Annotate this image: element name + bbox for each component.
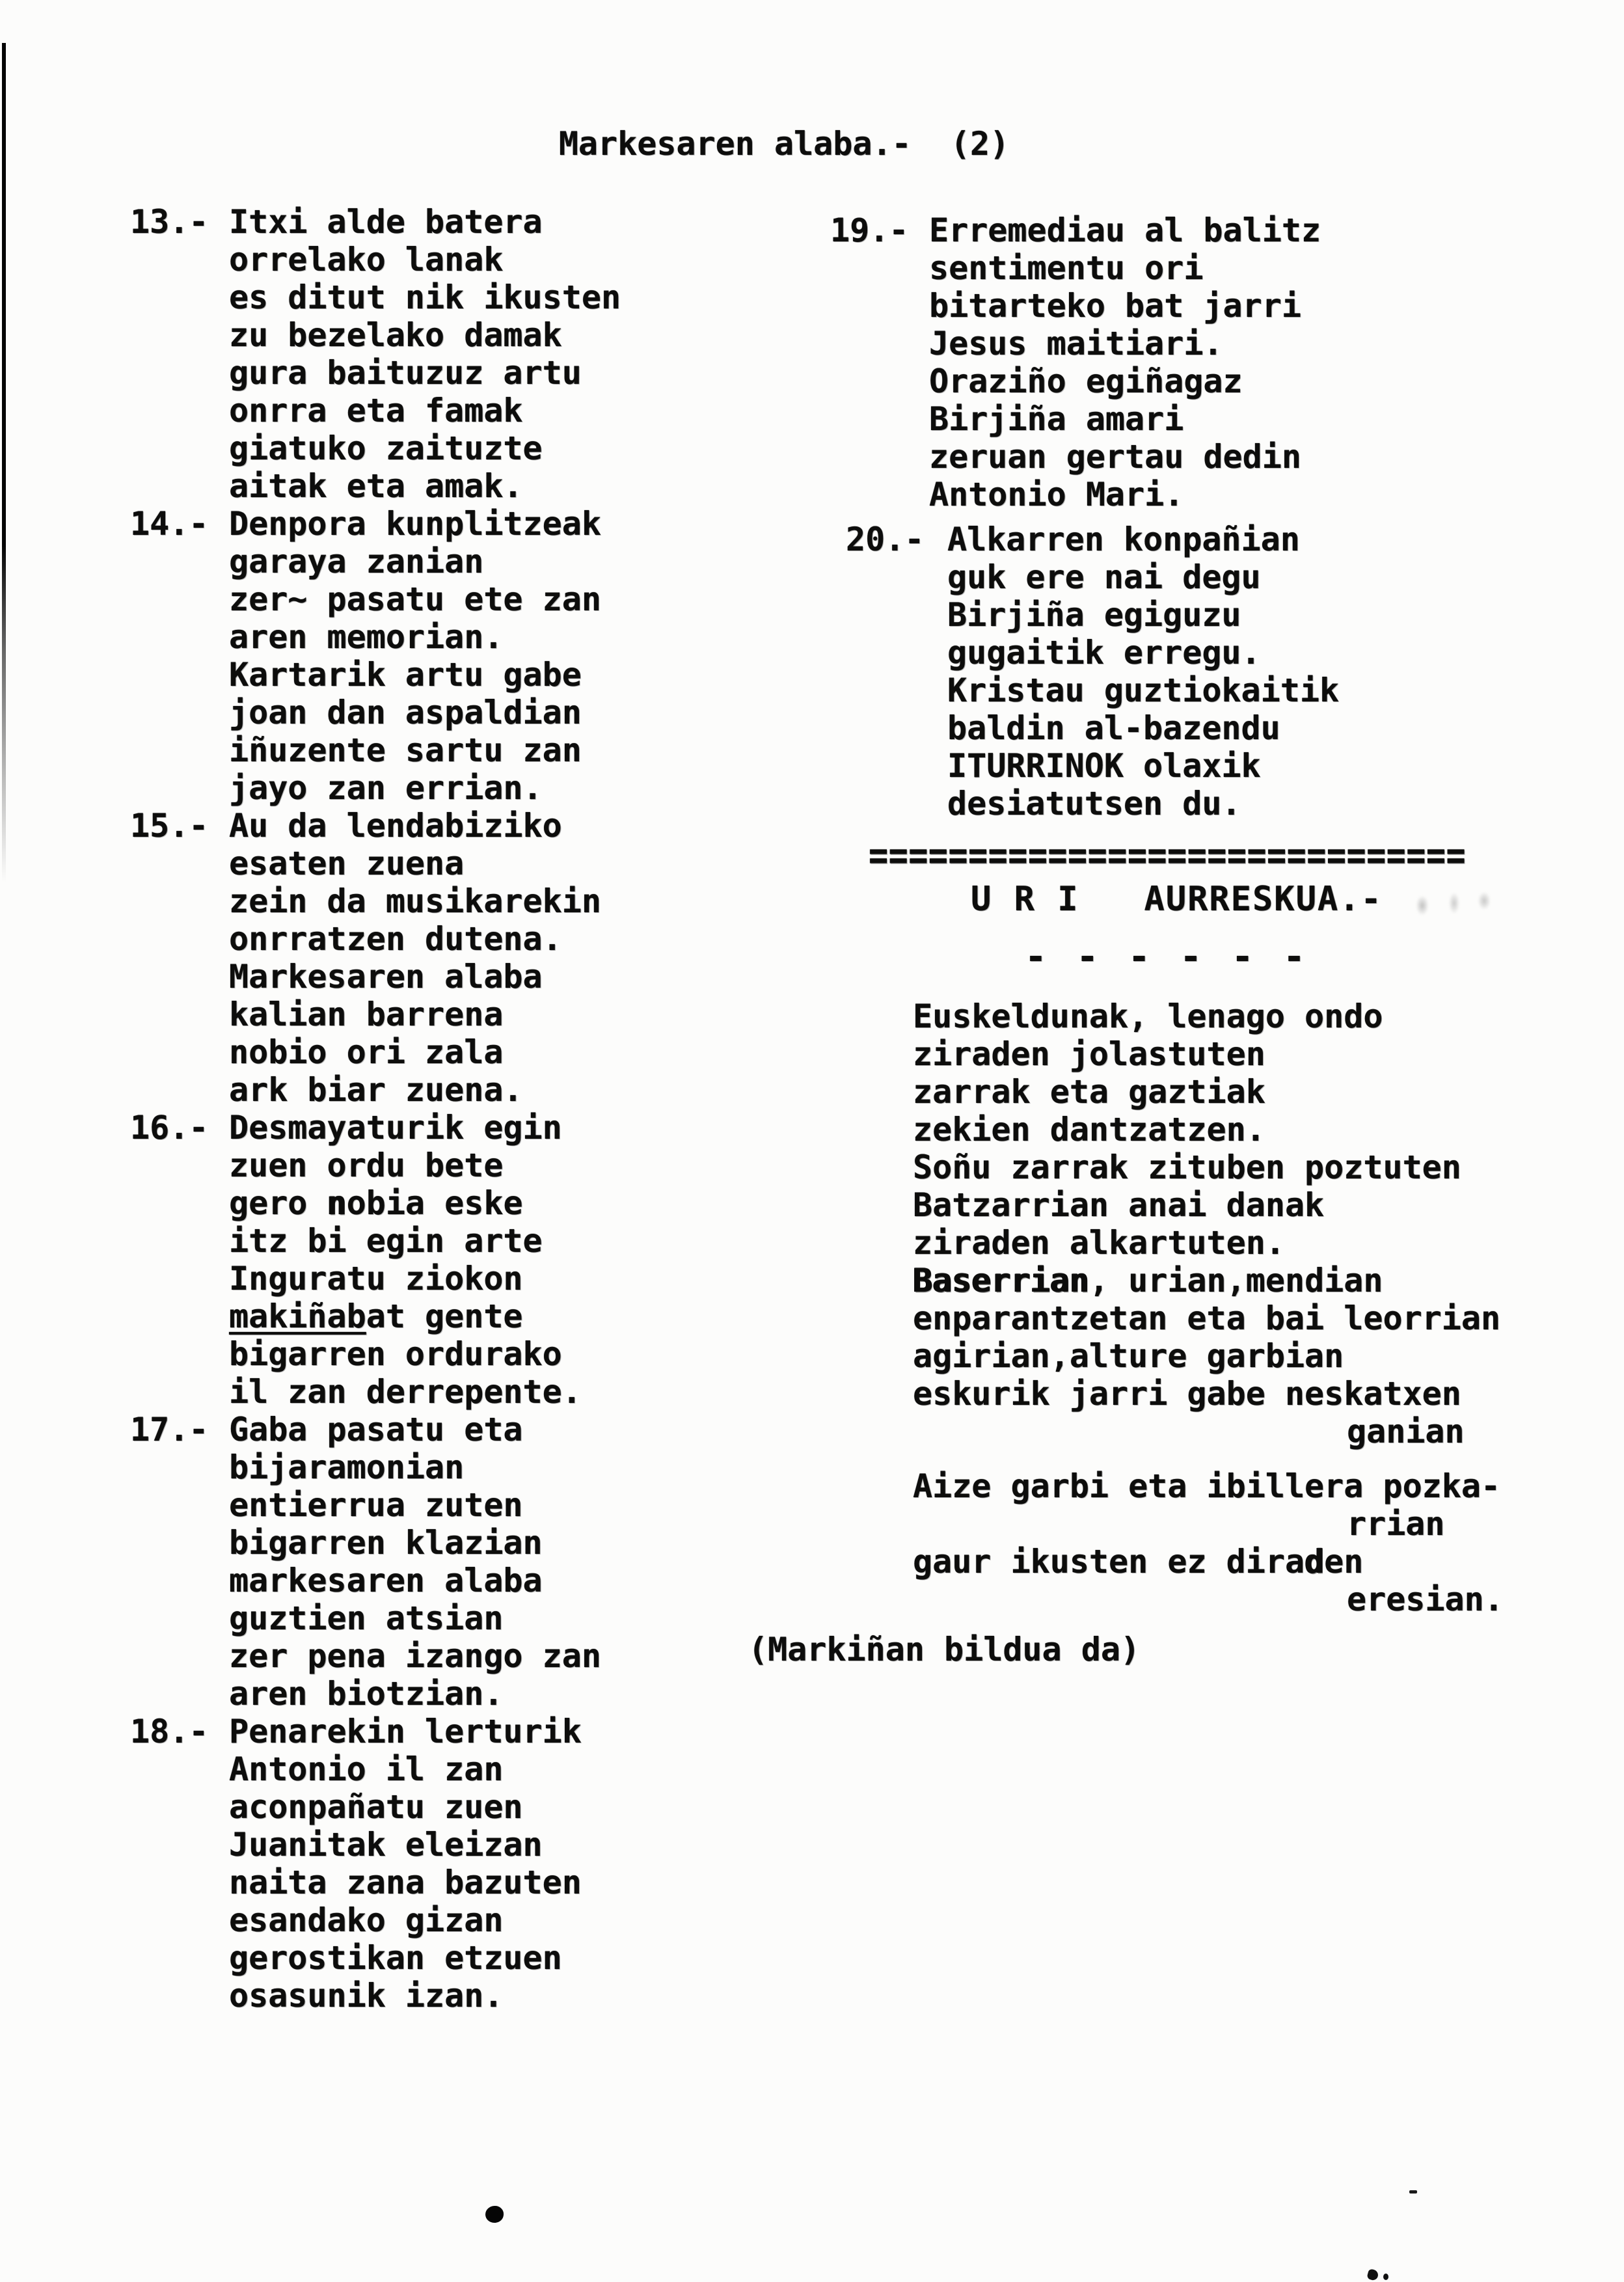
- section-heading-underline: - - - - - -: [1025, 936, 1309, 978]
- poem-line: zein da musikarekin: [229, 882, 601, 920]
- poem-line: giatuko zaituzte: [229, 429, 543, 467]
- poem-line: bijaramonian: [229, 1448, 465, 1486]
- poem-line: gerostikan etzuen: [229, 1939, 562, 1977]
- poem-line: iñuzente sartu zan: [229, 731, 582, 769]
- stanza-number: 13.-: [130, 203, 209, 241]
- poem-line: orrelako lanak: [229, 241, 504, 278]
- poem-line: zuen ordu bete: [229, 1147, 504, 1184]
- stanza-number: 16.-: [130, 1109, 209, 1147]
- section-heading: U R I AURRESKUA.-: [971, 880, 1383, 919]
- poem-line: il zan derrepente.: [229, 1373, 582, 1411]
- poem-line: esandako gizan: [229, 1901, 504, 1939]
- poem-line: ark biar zuena.: [229, 1071, 523, 1109]
- poem-line: Penarekin lerturik: [229, 1713, 582, 1750]
- poem-line: agirian,alture garbian: [913, 1337, 1344, 1375]
- poem-line: guztien atsian: [229, 1599, 504, 1637]
- poem-line: aconpañatu zuen: [229, 1788, 523, 1826]
- poem-line: markesaren alaba: [229, 1562, 543, 1599]
- poem-line: ziraden alkartuten.: [913, 1224, 1285, 1262]
- poem-line: kalian barrena: [229, 996, 504, 1033]
- section-divider: ==============================: [869, 832, 1467, 879]
- poem-line: ganian: [1347, 1413, 1465, 1450]
- poem-line: nobio ori zala: [229, 1033, 504, 1071]
- stanza: [0, 1713, 807, 2015]
- poem-line: Desmayaturik egin: [229, 1109, 562, 1147]
- poem-line: Itxi alde batera: [229, 203, 543, 241]
- stanza-number: 14.-: [130, 505, 209, 543]
- ink-speck: [1383, 2274, 1388, 2280]
- poem-line: jayo zan errian.: [229, 769, 543, 807]
- stanza-number: 15.-: [130, 807, 209, 845]
- poem-line: aren biotzian.: [229, 1675, 504, 1713]
- stanza-20: 20.- Alkarren konpañian guk ere nai degu Birjiña egiguzu gugaitik erregu. Kristau guztiokaitik baldin al-bazendu ITURRINOK olaxik desiatutsen du.: [846, 521, 1340, 822]
- stanza-number: 18.-: [130, 1713, 209, 1750]
- poem-line: Juanitak eleizan: [229, 1826, 543, 1864]
- poem-line: onrratzen dutena.: [229, 920, 562, 958]
- poem-line: zu bezelako damak: [229, 316, 562, 354]
- poem-line: onrra eta famak: [229, 392, 523, 429]
- poem-line: osasunik izan.: [229, 1977, 504, 2015]
- poem-line: naita zana bazuten: [229, 1864, 582, 1901]
- attribution-note: (Markiñan bildua da): [748, 1631, 1141, 1668]
- poem-line: rrian: [1347, 1505, 1445, 1543]
- poem-line: Inguratu ziokon: [229, 1260, 523, 1297]
- stanza-19: 19.- Erremediau al balitz sentimentu ori bitarteko bat jarri Jesus maitiari. Oraziño egiñagaz Birjiña amari zeruan gertau dedin Antonio Mari.: [830, 211, 1321, 513]
- poem-line: ziraden jolastuten: [913, 1035, 1265, 1073]
- poem-line: Batzarrian anai danak: [913, 1186, 1325, 1224]
- poem-line: Kartarik artu gabe: [229, 656, 582, 694]
- poem-line: Gaba pasatu eta: [229, 1411, 523, 1448]
- poem-line: es ditut nik ikusten: [229, 278, 621, 316]
- faint-pencil-mark: [1404, 880, 1495, 927]
- poem-line: garaya zanian: [229, 543, 484, 580]
- ink-speck: [1366, 2268, 1379, 2281]
- poem-line: aren memorian.: [229, 618, 504, 656]
- poem-line: zekien dantzatzen.: [913, 1111, 1265, 1148]
- poem-line: Denpora kunplitzeak: [229, 505, 601, 543]
- page-title: Markesaren alaba.- (2): [558, 125, 1010, 163]
- poem-line: bigarren ordurako: [229, 1335, 562, 1373]
- poem-line: makiñabat gente: [229, 1297, 523, 1335]
- poem-line: Euskeldunak, lenago ondo: [913, 998, 1383, 1035]
- poem-line: itz bi egin arte: [229, 1222, 543, 1260]
- ink-dot: [485, 2206, 504, 2223]
- poem-line: esaten zuena: [229, 845, 465, 882]
- stanza-number: 17.-: [130, 1411, 209, 1448]
- poem-line: gaur ikusten ez diraden: [913, 1543, 1364, 1581]
- stanza-number: 20.-: [846, 521, 925, 558]
- stanza-number: 19.-: [830, 211, 909, 249]
- poem-line: eresian.: [1347, 1581, 1504, 1618]
- poem-line: entierrua zuten: [229, 1486, 523, 1524]
- uri-aurreskua-poem: [0, 998, 1624, 1618]
- poem-line: gero nobia eske: [229, 1184, 523, 1222]
- poem-line: Aize garbi eta ibillera pozka-: [913, 1467, 1501, 1505]
- poem-line: enparantzetan eta bai leorrian: [913, 1299, 1501, 1337]
- ink-speck: [1409, 2190, 1417, 2194]
- poem-line: zer~ pasatu ete zan: [229, 580, 601, 618]
- poem-line: Au da lendabiziko: [229, 807, 562, 845]
- poem-line: bigarren klazian: [229, 1524, 543, 1562]
- poem-line: eskurik jarri gabe neskatxen: [913, 1375, 1461, 1413]
- poem-line: zarrak eta gaztiak: [913, 1073, 1265, 1111]
- poem-line: joan dan aspaldian: [229, 694, 582, 731]
- poem-line: gura baituzuz artu: [229, 354, 582, 392]
- poem-line: Soñu zarrak zituben poztuten: [913, 1148, 1461, 1186]
- poem-line: Baserrian, urian,mendian: [913, 1262, 1383, 1299]
- poem-line: Antonio il zan: [229, 1750, 504, 1788]
- poem-line: Markesaren alaba: [229, 958, 543, 996]
- poem-line: aitak eta amak.: [229, 467, 523, 505]
- poem-line: zer pena izango zan: [229, 1637, 601, 1675]
